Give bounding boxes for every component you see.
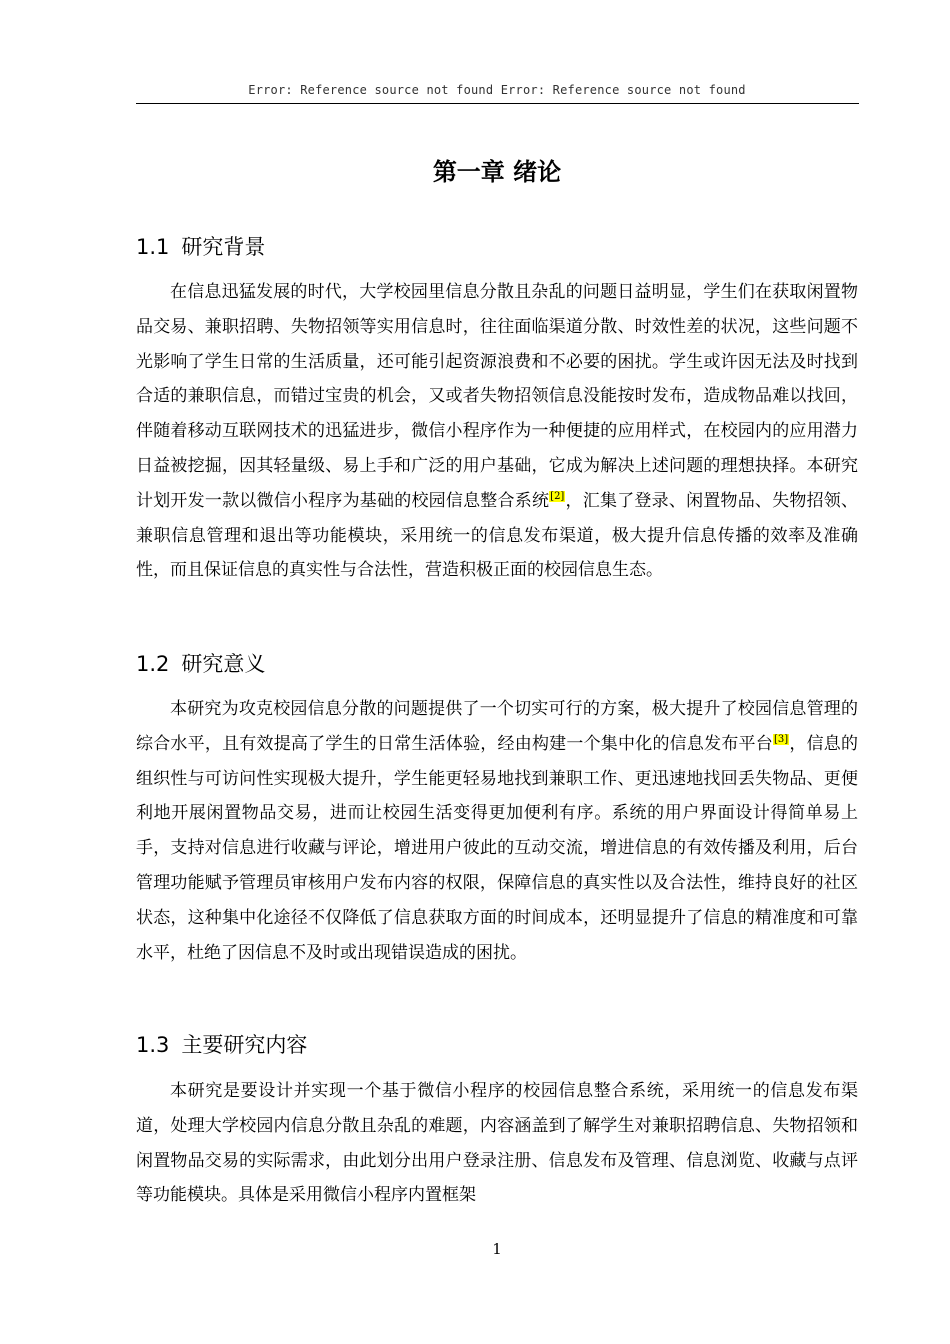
section-title: 研究背景 [181,235,266,259]
page-number: 1 [492,1240,502,1258]
running-header: Error: Reference source not found Error: Reference source not found [248,83,746,97]
paragraph-main-content [136,1074,858,1213]
paragraph-significance [136,692,858,970]
paragraph-text: 本研究是要设计并实现一个基于微信小程序的校园信息整合系统，采用统一的信息发布渠道，处理大学校园内信息分散且杂乱的难题，内容涵盖到了解学生对兼职招聘信息、失物招领和闲置物品交易的实际需求，由此划分出用户登录注册、信息发布及管理、信息浏览、收藏与点评等功能模块。具体是采用微信小程序内置框架 [136,1081,858,1206]
citation-marker[interactable]: [2] [550,491,565,503]
section-number: 1.3 [136,1033,170,1057]
section-number: 1.1 [136,235,170,259]
section-heading-1-2 [136,648,858,678]
chapter-title: 第一章 绪论 [432,158,562,186]
section-heading-1-1 [136,231,858,261]
section-title: 研究意义 [181,652,266,676]
citation-marker[interactable]: [3] [773,734,789,746]
section-number: 1.2 [136,652,170,676]
header-rule [136,103,859,104]
paragraph-text: ，信息的组织性与可访问性实现极大提升，学生能更轻易地找到兼职工作、更迅速地找回丢失物品、更便利地开展闲置物品交易，进而让校园生活变得更加便利有序。系统的用户界面设计得简单易上手，支持对信息进行收藏与评论，增进用户彼此的互动交流，增进信息的有效传播及利用，后台管理功能赋予管理员审核用户发布内容的权限，保障信息的真实性以及合法性，维持良好的社区状态，这种集中化途径不仅降低了信息获取方面的时间成本，还明显提升了信息的精准度和可靠水平，杜绝了因信息不及时或出现错误造成的困扰。 [136,733,859,963]
section-title: 主要研究内容 [181,1033,308,1057]
section-heading-1-3 [136,1029,858,1059]
paragraph-text: 在信息迅猛发展的时代，大学校园里信息分散且杂乱的问题日益明显，学生们在获取闲置物品交易、兼职招聘、失物招领等实用信息时，往往面临渠道分散、时效性差的状况，这些问题不光影响了学生日常的生活质量，还可能引起资源浪费和不必要的困扰。学生或许因无法及时找到合适的兼职信息，而错过宝贵的机会，又或者失物招领信息没能按时发布，造成物品难以找回，伴随着移动互联网技术的迅猛进步，微信小程序作为一种便捷的应用样式，在校园内的应用潜力日益被挖掘，因其轻量级、易上手和广泛的用户基础，它成为解决上述问题的理想抉择。本研究计划开发一款以微信小程序为基础的校园信息整合系统 [136,282,858,511]
paragraph-text: ，汇集了登录、闲置物品、失物招领、兼职信息管理和退出等功能模块，采用统一的信息发布渠道，极大提升信息传播的效率及准确性，而且保证信息的真实性与合法性，营造积极正面的校园信息生态。 [136,490,859,581]
paragraph-text: 本研究为攻克校园信息分散的问题提供了一个切实可行的方案，极大提升了校园信息管理的综合水平，且有效提高了学生的日常生活体验，经由构建一个集中化的信息发布平台 [136,699,858,754]
paragraph-background [136,275,858,588]
